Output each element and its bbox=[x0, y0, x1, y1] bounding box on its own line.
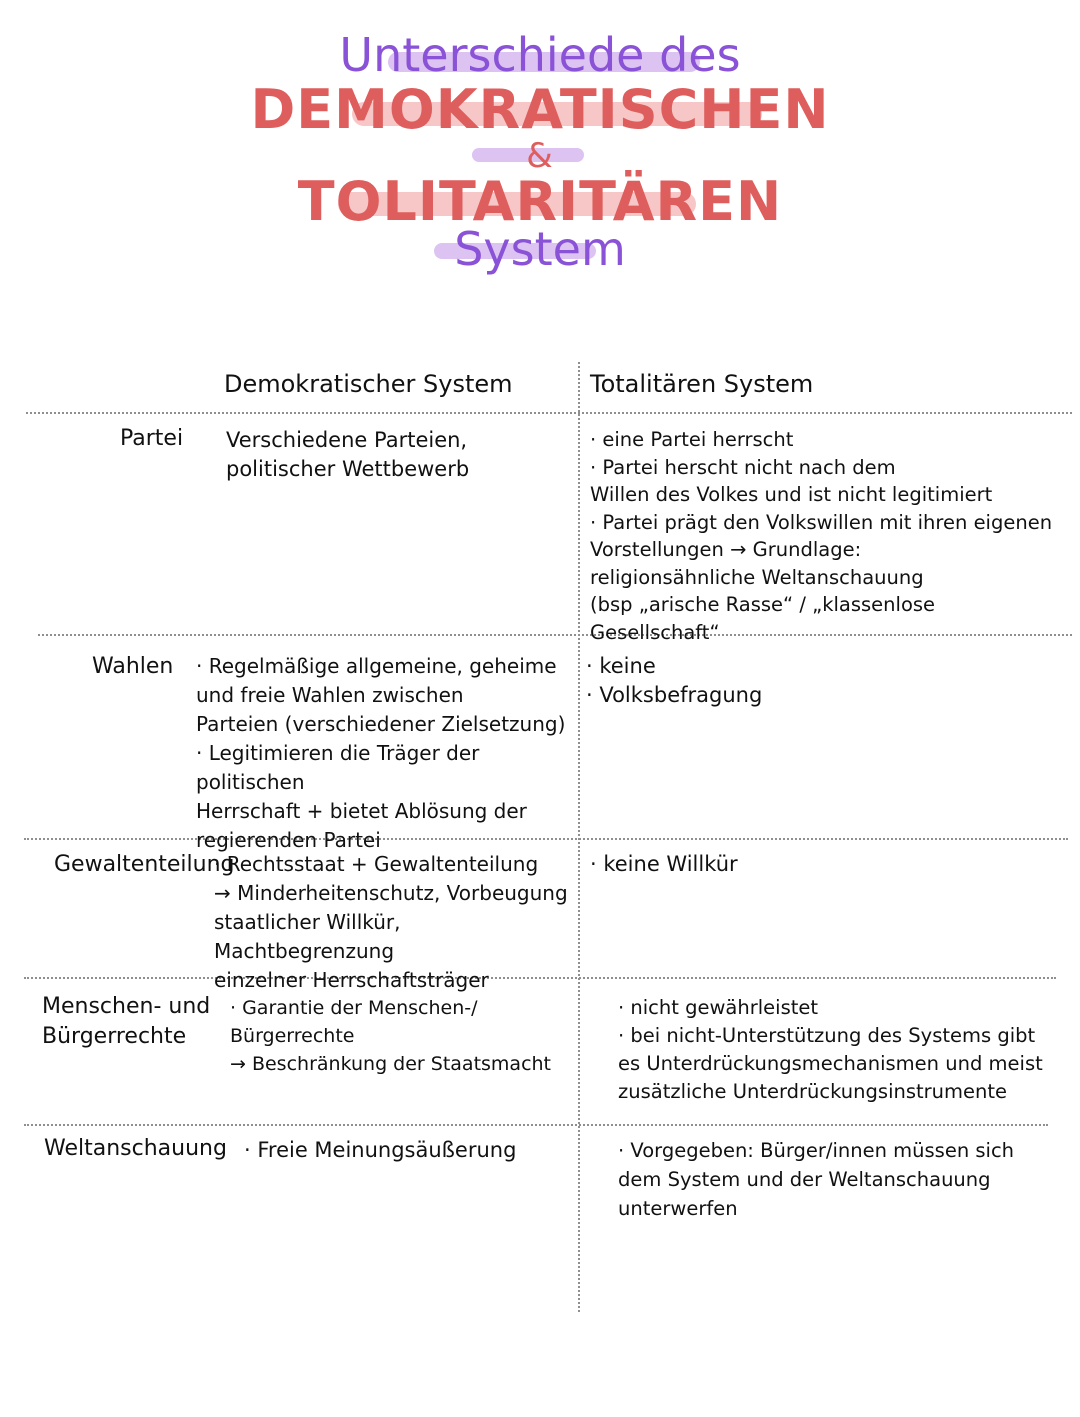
header-democratic: Demokratischer System bbox=[224, 370, 513, 398]
cell-partei-totalitarian: · eine Partei herrscht · Partei herscht nicht nach dem Willen des Volkes und ist nicht legitimiert · Partei prägt den Volkswillen mit ihren eigenen Vorstellungen → Grundlage: religionsähnliche Weltanschauung (bsp „arische Rasse“ / „klassenlose Gesellschaft“ bbox=[590, 428, 1053, 644]
column-divider bbox=[578, 362, 580, 1312]
cell-menschenrechte-totalitarian: · nicht gewährleistet · bei nicht-Unterstützung des Systems gibt es Unterdrückungsmechanismen und meist zusätzliche Unterdrückungsinstrumente bbox=[618, 996, 1043, 1103]
row-label-partei: Partei bbox=[120, 426, 184, 451]
cell-wahlen-democratic: · Regelmäßige allgemeine, geheime und freie Wahlen zwischen Parteien (verschiedener Zielsetzung) · Legitimieren die Träger der politischen Herrschaft + bietet Ablösung der regierenden Partei bbox=[196, 654, 566, 852]
row-label-gewaltenteilung: Gewaltenteilung bbox=[54, 852, 235, 877]
title-text-4: TOLITARITÄREN bbox=[297, 170, 783, 233]
row-label-menschenrechte: Menschen- und Bürgerrechte bbox=[42, 994, 211, 1049]
row-divider-4 bbox=[24, 1124, 1048, 1126]
cell-gewaltenteilung-democratic: · Rechtsstaat + Gewaltenteilung → Minderheitenschutz, Vorbeugung staatlicher Willkür, Machtbegrenzung einzelner Herrschaftsträger bbox=[214, 852, 568, 992]
header-totalitarian: Totalitären System bbox=[590, 370, 814, 398]
cell-partei-democratic: Verschiedene Parteien, politischer Wettbewerb bbox=[226, 428, 470, 481]
cell-wahlen-totalitarian: · keine · Volksbefragung bbox=[586, 654, 763, 707]
cell-weltanschauung-democratic: · Freie Meinungsäußerung bbox=[244, 1138, 517, 1162]
title-line-1 bbox=[0, 28, 1080, 82]
cell-gewaltenteilung-totalitarian: · keine Willkür bbox=[590, 852, 738, 876]
title-line-2 bbox=[0, 78, 1080, 141]
row-label-wahlen: Wahlen bbox=[92, 654, 174, 679]
title-line-5 bbox=[0, 222, 1080, 276]
row-divider-header bbox=[26, 412, 1072, 414]
title-text-1: Unterschiede des bbox=[339, 28, 741, 82]
row-label-weltanschauung: Weltanschauung bbox=[44, 1136, 227, 1161]
title-text-5: System bbox=[454, 222, 626, 276]
title-text-2: DEMOKRATISCHEN bbox=[250, 78, 830, 141]
cell-weltanschauung-totalitarian: · Vorgegeben: Bürger/innen müssen sich dem System und der Weltanschauung unterwerfen bbox=[618, 1139, 1015, 1220]
cell-menschenrechte-democratic: · Garantie der Menschen-/ Bürgerrechte → Beschränkung der Staatsmacht bbox=[230, 997, 552, 1075]
title-text-3: & bbox=[526, 136, 554, 176]
